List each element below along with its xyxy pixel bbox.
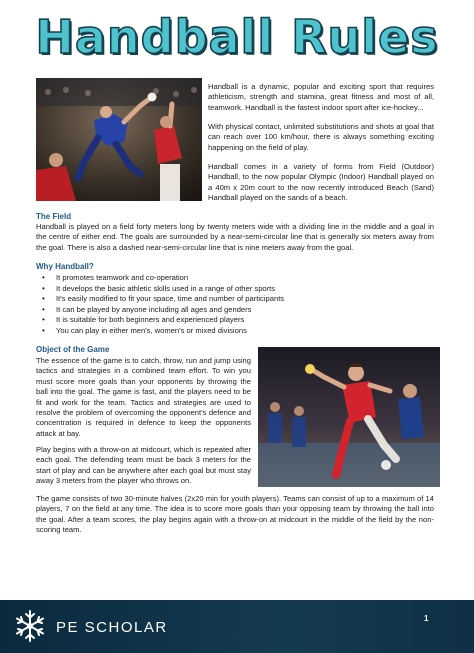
list-item: • You can play in either men's, women's or mixed divisions xyxy=(36,326,434,337)
page-number: 1 xyxy=(424,614,429,623)
photo-womens-handball xyxy=(258,347,440,487)
page-title: Handball Rules xyxy=(35,10,439,64)
intro-paragraph-2: With physical contact, unlimited substitutions and shots at goal that can reach over 100 km/hour, there is always something exciting happening on the field of play. xyxy=(208,122,434,152)
object-paragraph-3: The game consists of two 30-minute halves (2x20 min for youth players). Teams can consist of up to a maximum of 14 players, 7 on the field at any time. The idea is to score more goals than your opposing team by throwing the ball into the goal. After a team scores, the play begins again with a throw-on at midcourt in the middle of the field by the non-scoring team. xyxy=(36,494,434,535)
intro-paragraph-1: Handball is a dynamic, popular and exciting sport that requires athleticism, strength and stamina, great fitness and most of all, teamwork. Handball is the fastest indoor sport after ice-hockey... xyxy=(208,82,434,112)
section-heading-object: Object of the Game xyxy=(36,345,110,354)
list-item: • It develops the basic athletic skills used in a range of other sports xyxy=(36,284,434,295)
list-item: • It promotes teamwork and co-operation xyxy=(36,273,434,284)
section-heading-field: The Field xyxy=(36,212,72,221)
section-heading-why: Why Handball? xyxy=(36,262,94,271)
list-item: • It is suitable for both beginners and experienced players xyxy=(36,315,434,326)
list-item: • It's easily modified to fit your space, time and number of participants xyxy=(36,294,434,305)
snowflake-logo-icon xyxy=(12,608,48,644)
field-paragraph: Handball is played on a field forty meters long by twenty meters wide with a dividing line in the middle and a goal in the centre of either end. The goals are surrounded by a near-semi-circular line that is generally six meters away from the goal. There is also a dashed near-semi-circular line that is nine meters away from the goal. xyxy=(36,222,434,252)
object-paragraph-1: The essence of the game is to catch, throw, run and jump using tactics and strategies in a combined team effort. To win you must score more goals than your opponents by throwing the ball into the goal. The game is fast, and the players need to be fit and work for the team. Tactics and strategies are used to resolve the problem of overcoming the opponent's defence and concentration is required in defence to keep the opponents attack at bay. xyxy=(36,356,251,438)
intro-paragraph-3: Handball comes in a variety of forms from Field (Outdoor) Handball, to the now popular Olympic (Indoor) Handball played on a 40m x 20m court to the now recently introduced Beach (Sand) Handball played on the sands of a beach. xyxy=(208,162,434,203)
why-list xyxy=(36,273,434,337)
photo-mens-handball xyxy=(36,78,202,201)
object-paragraph-2: Play begins with a throw-on at midcourt, which is repeated after each goal. The defending team must be back 3 meters for the start of play and can be anywhere after each goal but must stay away 3 meters from the player who throws on. xyxy=(36,445,251,486)
page-footer xyxy=(0,600,474,653)
footer-brand: PE SCHOLAR xyxy=(56,619,168,636)
list-item: • It can be played by anyone including all ages and genders xyxy=(36,305,434,316)
